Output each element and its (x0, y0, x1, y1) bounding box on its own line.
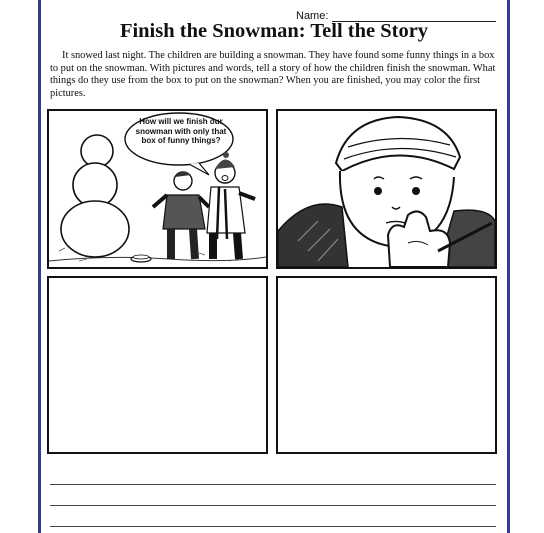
writing-line-1[interactable] (50, 484, 496, 485)
name-label: Name: (296, 10, 329, 22)
page-title: Finish the Snowman: Tell the Story (119, 20, 429, 42)
writing-line-2[interactable] (50, 505, 496, 506)
writing-line-3[interactable] (50, 526, 496, 527)
story-panel-2 (276, 109, 497, 269)
story-panel-3-blank[interactable] (47, 276, 268, 454)
speech-bubble-text: How will we finish our snowman with only that box of funny things? (135, 117, 227, 146)
thinking-child-illustration (278, 111, 495, 267)
story-panel-4-blank[interactable] (276, 276, 497, 454)
instructions-paragraph: It snowed last night. The children are building a snowman. They have found some funny things in a box to put on the snowman. With pictures and words, tell a story of how the children finish the snowman. What things do they use from the box to put on the snowman? When you are finished, you may color the first pictures. (50, 50, 496, 99)
story-panel-1 (47, 109, 268, 269)
